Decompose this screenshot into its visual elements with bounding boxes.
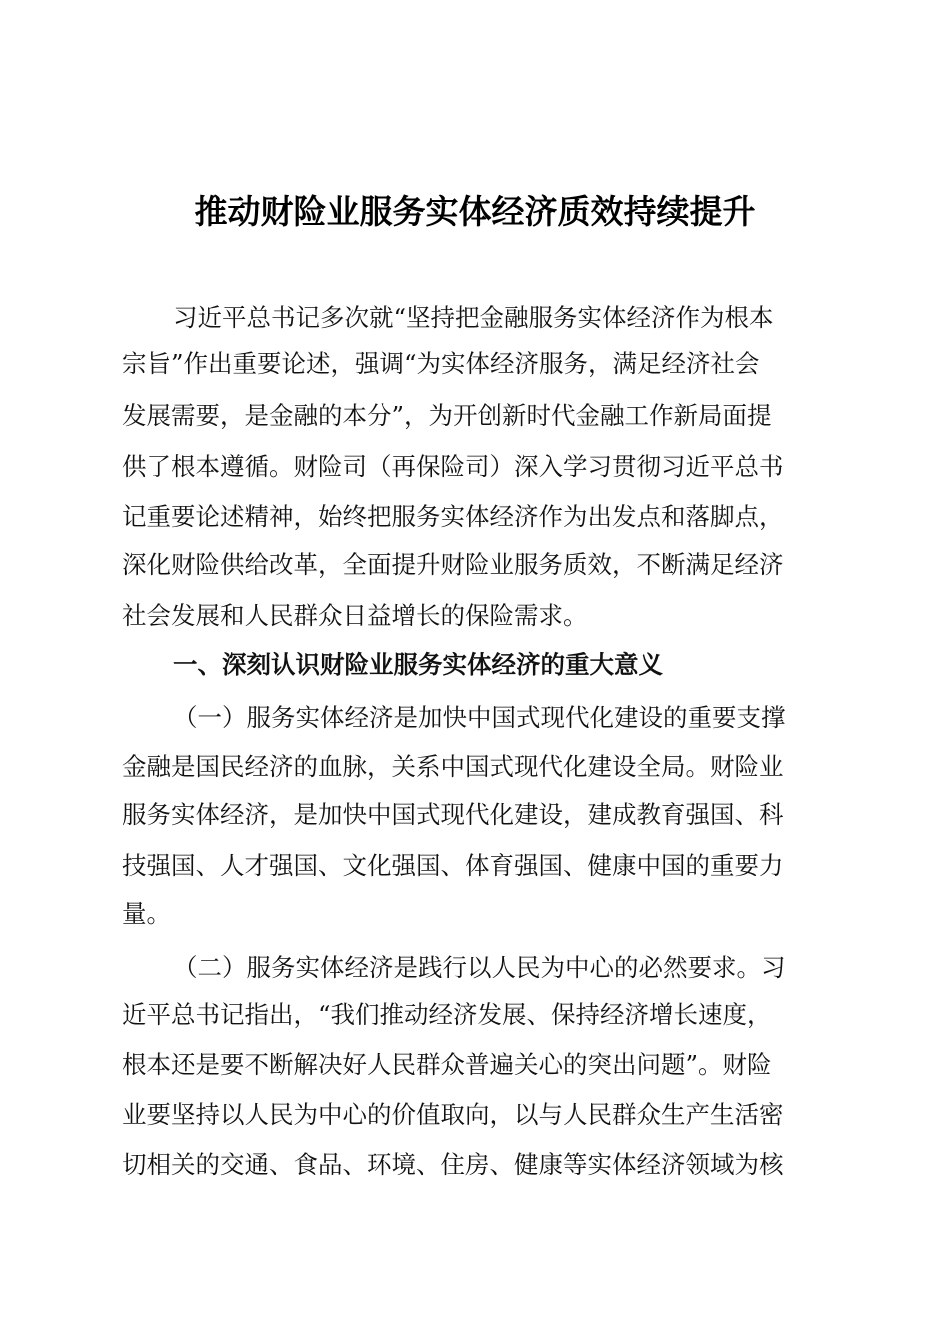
body-line: 切相关的交通、食品、环境、住房、健康等实体经济领域为核 (122, 1150, 784, 1179)
body-line: 社会发展和人民群众日益增长的保险需求。 (122, 601, 588, 630)
body-line: 根本还是要不断解决好人民群众普遍关心的突出问题”。财险 (122, 1050, 772, 1079)
body-line: 业要坚持以人民为中心的价值取向，以与人民群众生产生活密 (122, 1100, 784, 1129)
body-line: 技强国、人才强国、文化强国、体育强国、健康中国的重要力 (122, 851, 784, 880)
section-heading: 一、深刻认识财险业服务实体经济的重大意义 (173, 650, 663, 679)
body-line: 近平总书记指出，“我们推动经济发展、保持经济增长速度， (122, 1000, 772, 1029)
body-line: 深化财险供给改革，全面提升财险业服务质效，不断满足经济 (122, 550, 784, 579)
body-line: 服务实体经济，是加快中国式现代化建设，建成教育强国、科 (122, 800, 784, 829)
body-line: 量。 (122, 899, 171, 928)
subsection-heading: （二）服务实体经济是践行以人民为中心的必然要求。习 (173, 953, 786, 982)
document-title: 推动财险业服务实体经济质效持续提升 (194, 192, 756, 231)
body-line: 宗旨”作出重要论述，强调“为实体经济服务，满足经济社会 (122, 349, 760, 378)
body-line: 记重要论述精神，始终把服务实体经济作为出发点和落脚点， (122, 502, 784, 531)
body-line: 金融是国民经济的血脉，关系中国式现代化建设全局。财险业 (122, 752, 784, 781)
subsection-heading: （一）服务实体经济是加快中国式现代化建设的重要支撑 (173, 703, 786, 732)
body-line: 供了根本遵循。财险司（再保险司）深入学习贯彻习近平总书 (122, 452, 784, 481)
body-line: 发展需要，是金融的本分”，为开创新时代金融工作新局面提 (122, 401, 772, 430)
body-line: 习近平总书记多次就“坚持把金融服务实体经济作为根本 (173, 303, 774, 332)
